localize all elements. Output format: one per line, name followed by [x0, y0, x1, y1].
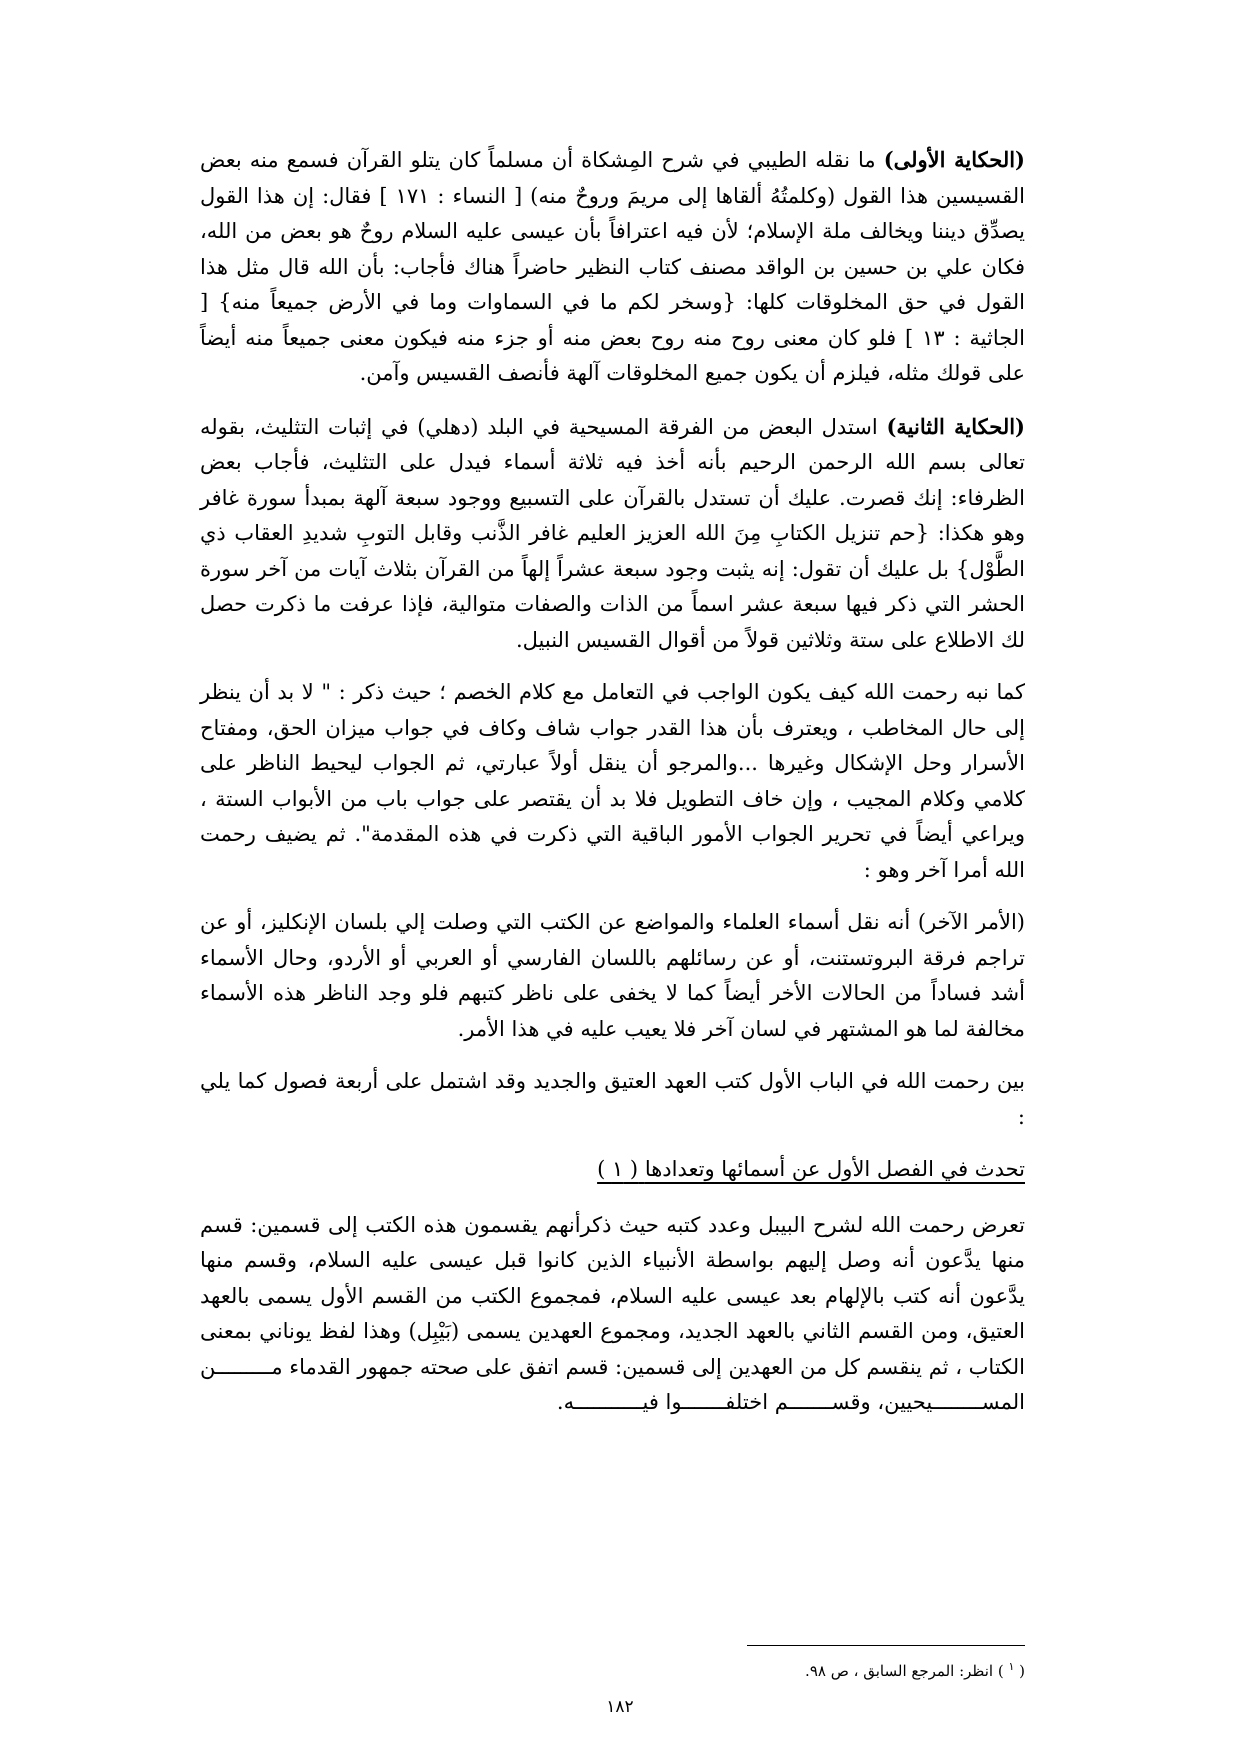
paragraph-text: استدل البعض من الفرقة المسيحية في البلد (دهلي) في إثبات التثليث، بقوله تعالى بسم الله الرحمن الرحيم بأنه أخذ فيه ثلاثة أسماء فيدل على التثليث، فأجاب بعض الظرفاء: إنك قصرت. عليك أن تستدل بالقرآن على التسبيع ووجود سبعة آلهة بمبدأ سورة غافر وهو هكذا: {حم تنزيل الكتابِ مِنَ الله العزيز العليم غافر الذَّنب وقابل التوبِ شديدِ العقاب ذي الطَّوْل} بل عليك أن تقول: إنه يثبت وجود سبعة عشراً إلهاً من القرآن بثلاث آيات من آخر سورة الحشر التي ذكر فيها سبعة عشر اسماً من الذات والصفات متوالية، فإذا عرفت ما ذكرت حصل لك الاطلاع على ستة وثلاثين قولاً من أقوال القسيس النبيل.	[200, 414, 1025, 652]
paragraph-debate-etiquette	[200, 675, 1025, 888]
section-heading	[200, 1152, 1025, 1188]
page-number: ١٨٢	[606, 1697, 634, 1717]
story-title-first: (الحكاية الأولى)	[883, 147, 1025, 172]
paragraph-names-note	[200, 905, 1025, 1047]
paragraph-first-story	[200, 142, 1025, 392]
paragraph-text: تعرض رحمت الله لشرح البيبل وعدد كتبه حيث ذكرأنهم يقسمون هذه الكتب إلى قسمين: قسم منها يدَّعون أنه وصل إليهم بواسطة الأنبياء الذين كانوا قبل عيسى عليه السلام، وقسم منها يدَّعون أنه كتب بالإلهام بعد عيسى عليه السلام، فمجموع الكتب من القسم الأول يسمى بالعهد العتيق، ومن القسم الثاني بالعهد الجديد، ومجموع العهدين يسمى (بَيْبِل) وهذا لفظ يوناني بمعنى الكتاب ، ثم ينقسم كل من العهدين إلى قسمين: قسم اتفق على صحته جمهور القدماء مـــــــــن المســــــــيحيين، وقســـــــم اختلفـــــــوا فيـــــــــــه.	[200, 1212, 1026, 1414]
paragraph-text: كما نبه رحمت الله كيف يكون الواجب في التعامل مع كلام الخصم ؛ حيث ذكر : " لا بد أن ينظر إلى حال المخاطب ، ويعترف بأن هذا القدر جواب شاف وكاف في جواب ميزان الحق، ومفتاح الأسرار وحل الإشكال وغيرها ...والمرجو أن ينقل أولاً عبارتي، ثم الجواب ليحيط الناظر على كلامي وكلام المجيب ، وإن خاف التطويل فلا بد أن يقتصر على جواب باب من الأبواب الستة ، ويراعي أيضاً في تحرير الجواب الأمور الباقية التي ذكرت في هذه المقدمة". ثم يضيف رحمت الله أمرا آخر وهو :	[200, 680, 1025, 882]
footnote-marker: ١	[1008, 1660, 1015, 1673]
paragraph-text: ما نقله الطيبي في شرح المِشكاة أن مسلماً كان يتلو القرآن فسمع منه بعض القسيسين هذا القول (وكلمتُهُ ألقاها إلى مريمَ وروحٌ منه) [ النساء : ١٧١ ] فقال: إن هذا القول يصدِّق ديننا ويخالف ملة الإسلام؛ لأن فيه اعترافاً بأن عيسى عليه السلام روحٌ هو بعض من الله، فكان علي بن حسين بن الواقد مصنف كتاب النظير حاضراً هناك فأجاب: بأن الله قال مثل هذا القول في حق المخلوقات كلها: {وسخر لكم ما في السماوات وما في الأرض جميعاً منه} [ الجاثية : ١٣ ] فلو كان معنى روح منه روح بعض منه أو جزء منه فيكون معنى جميعاً منه أيضاً على قولك مثله، فيلزم أن يكون جميع المخلوقات آلهة فأنصف القسيس وآمن.	[200, 148, 1025, 385]
paragraph-text: (الأمر الآخر) أنه نقل أسماء العلماء والمواضع عن الكتب التي وصلت إلي بلسان الإنكليز، أو عن تراجم فرقة البروتستنت، أو عن رسائلهم باللسان الفارسي أو العربي أو الأردو، وحال الأسماء أشد فساداً من الحالات الأخر أيضاً كما لا يخفى على ناظر كتبهم فلو وجد الناظر هذه الأسماء مخالفة لما هو المشتهر في لسان آخر فلا يعيب عليه في هذا الأمر.	[200, 910, 1025, 1041]
paragraph-bible-division	[200, 1208, 1025, 1421]
paragraph-second-story	[200, 409, 1025, 659]
body-text	[200, 142, 1025, 1438]
section-heading-text: تحدث في الفصل الأول عن أسمائها وتعدادها	[644, 1157, 1025, 1181]
paragraph-text: بين رحمت الله في الباب الأول كتب العهد العتيق والجديد وقد اشتمل على أربعة فصول كما يلي :	[200, 1069, 1025, 1129]
footnote: ( $^١$ ) انظر: المرجع السابق ، ص ٩٨.	[805, 1660, 1025, 1680]
story-title-second: (الحكاية الثانية)	[886, 413, 1025, 439]
footnote-text: انظر: المرجع السابق ، ص ٩٨.	[805, 1662, 994, 1680]
paragraph-chapter-intro	[200, 1064, 1025, 1135]
footnote-reference[interactable]: ( ١ )	[597, 1157, 639, 1181]
footnote-separator	[747, 1645, 1025, 1646]
